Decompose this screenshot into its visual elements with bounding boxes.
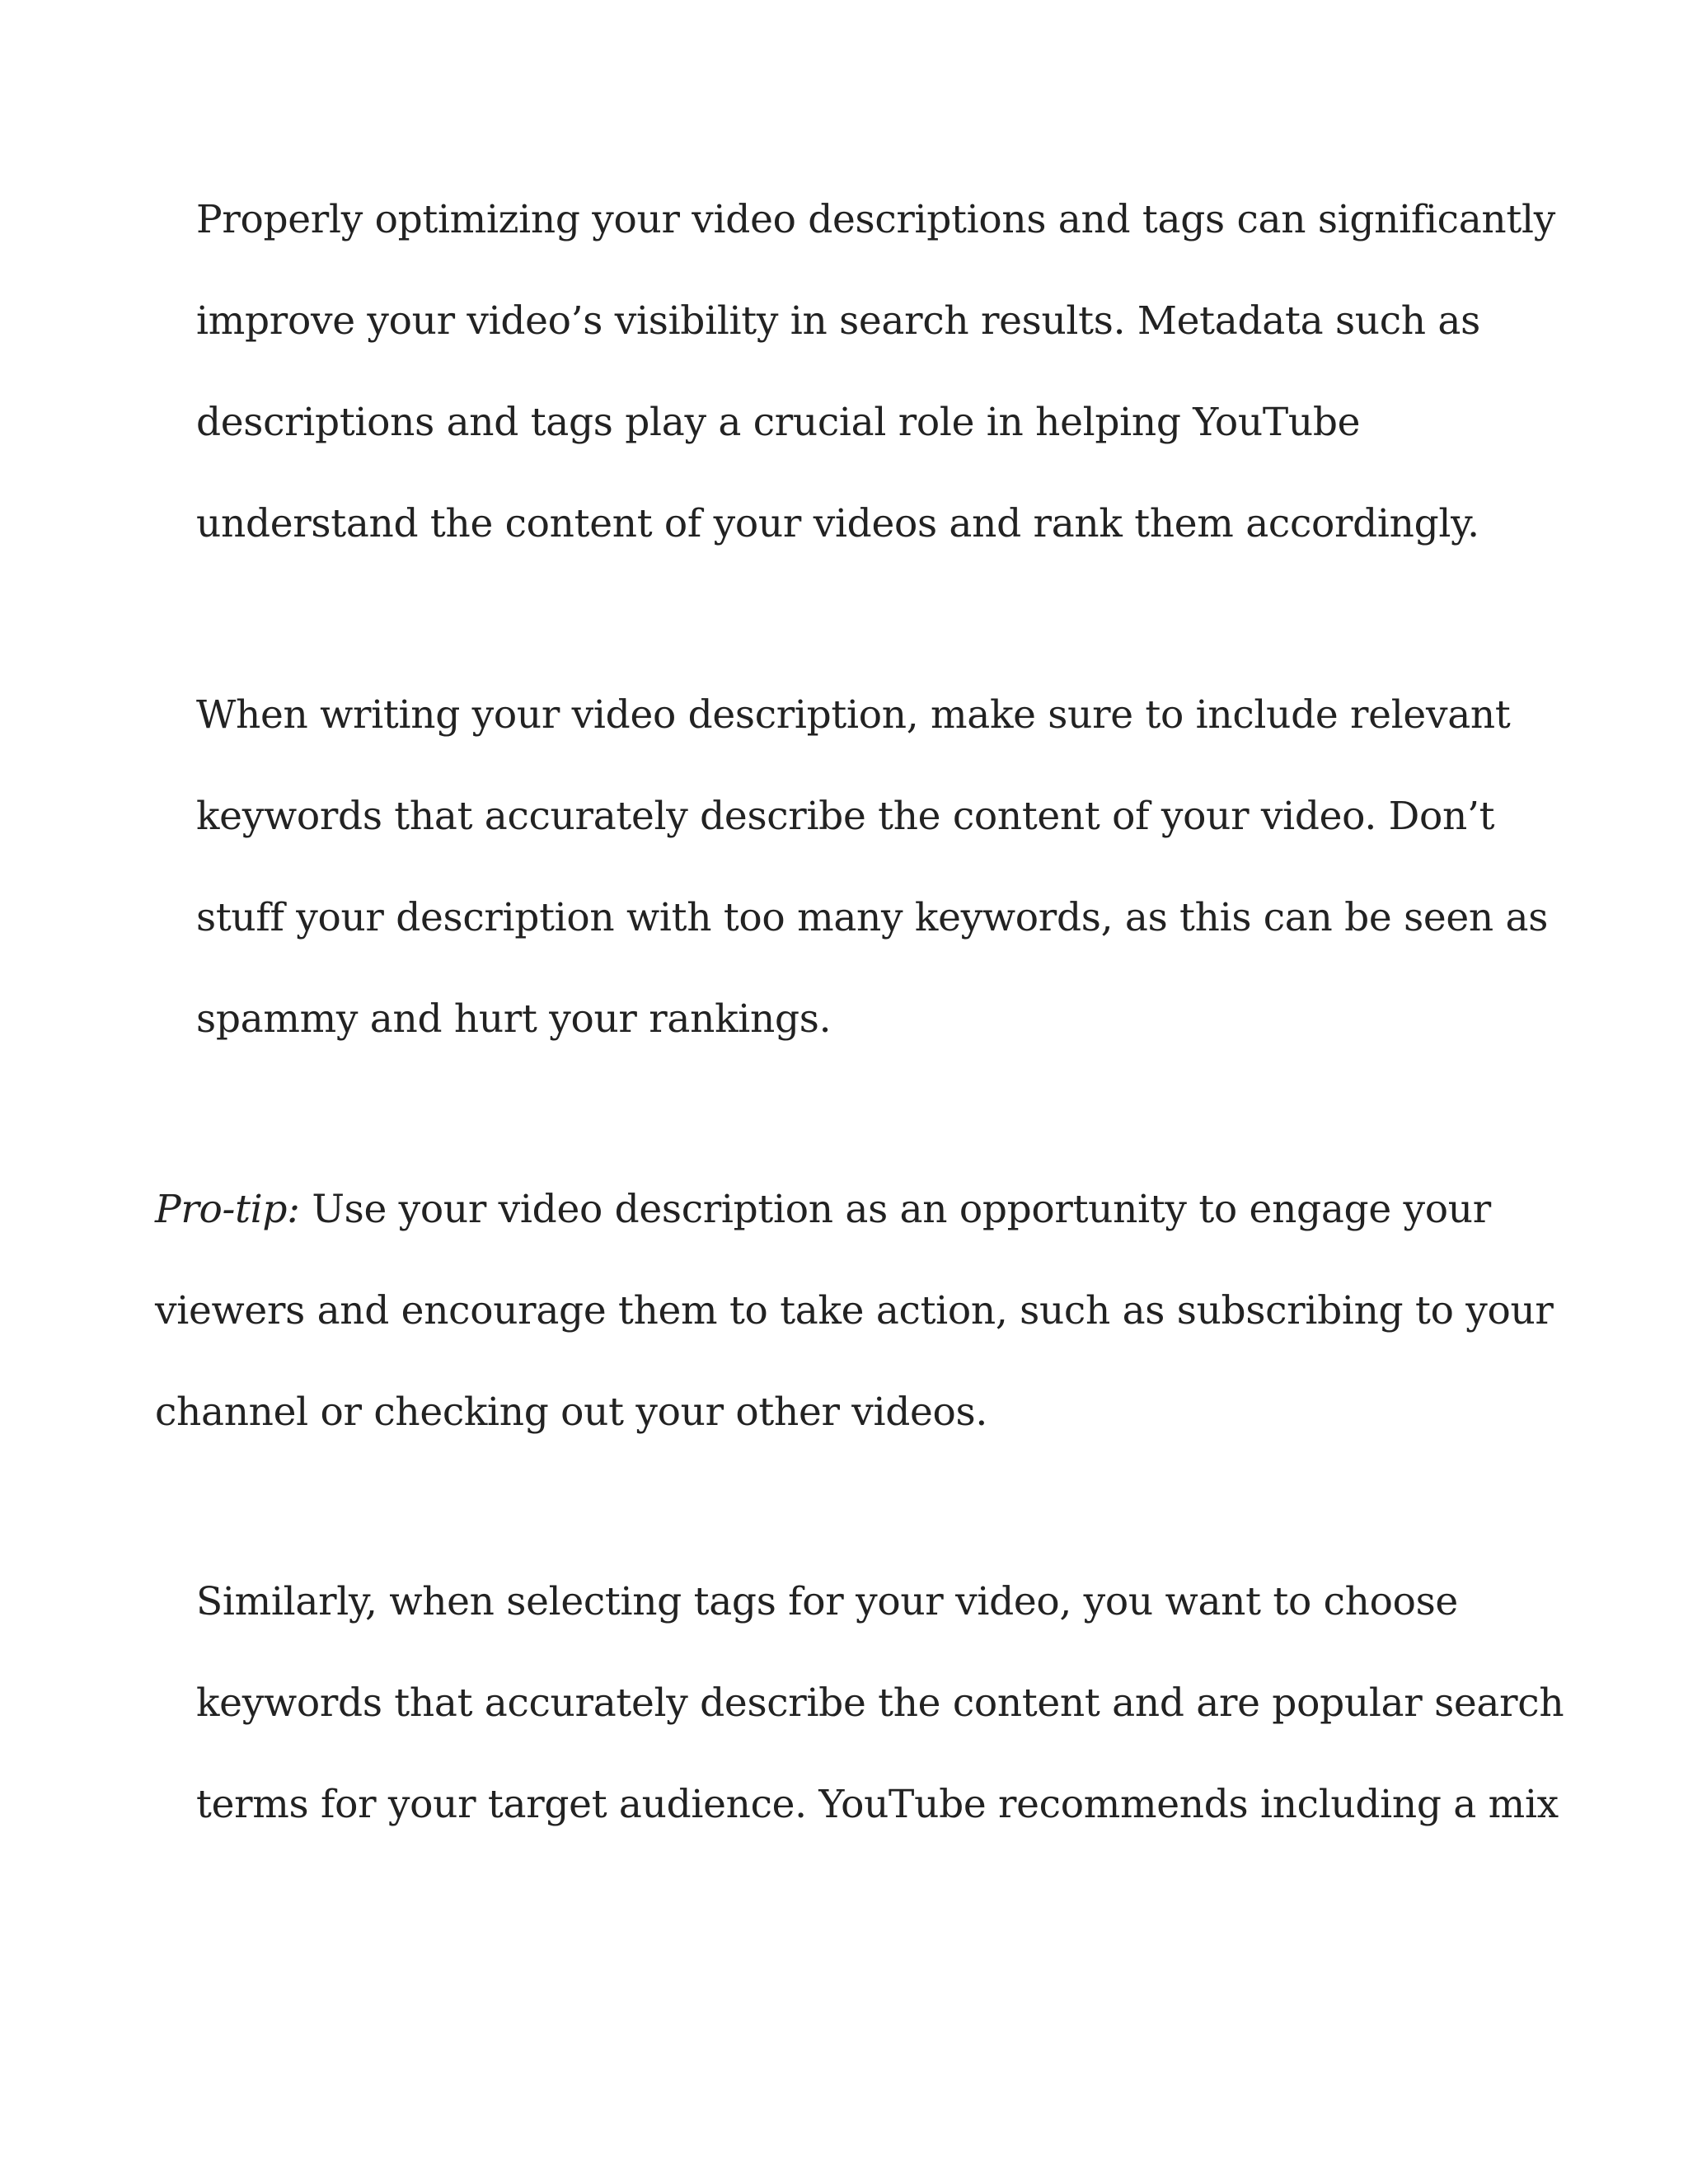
- paragraph-line: [155, 1185, 1491, 1235]
- pro-tip-text: Use your video description as an opportunity to engage your: [299, 1187, 1491, 1232]
- paragraph-line: understand the content of your videos and rank them accordingly.: [196, 501, 1479, 546]
- paragraph-line: stuff your description with too many keywords, as this can be seen as: [196, 895, 1549, 940]
- paragraph-line: channel or checking out your other videos.: [155, 1390, 988, 1435]
- paragraph-line: Properly optimizing your video descriptions and tags can significantly: [196, 197, 1555, 242]
- paragraph-line: When writing your video description, make sure to include relevant: [196, 692, 1511, 738]
- paragraph-line: keywords that accurately describe the content of your video. Don’t: [196, 794, 1495, 839]
- paragraph-line: viewers and encourage them to take action, such as subscribing to your: [155, 1288, 1554, 1333]
- paragraph-line: terms for your target audience. YouTube recommends including a mix: [196, 1782, 1559, 1827]
- paragraph-line: keywords that accurately describe the content and are popular search: [196, 1680, 1564, 1726]
- paragraph-line: descriptions and tags play a crucial role in helping YouTube: [196, 400, 1361, 445]
- paragraph-line: improve your video’s visibility in search results. Metadata such as: [196, 298, 1480, 344]
- paragraph-line: spammy and hurt your rankings.: [196, 996, 832, 1042]
- pro-tip-label: Pro-tip:: [155, 1187, 300, 1232]
- paragraph-line: Similarly, when selecting tags for your video, you want to choose: [196, 1579, 1458, 1624]
